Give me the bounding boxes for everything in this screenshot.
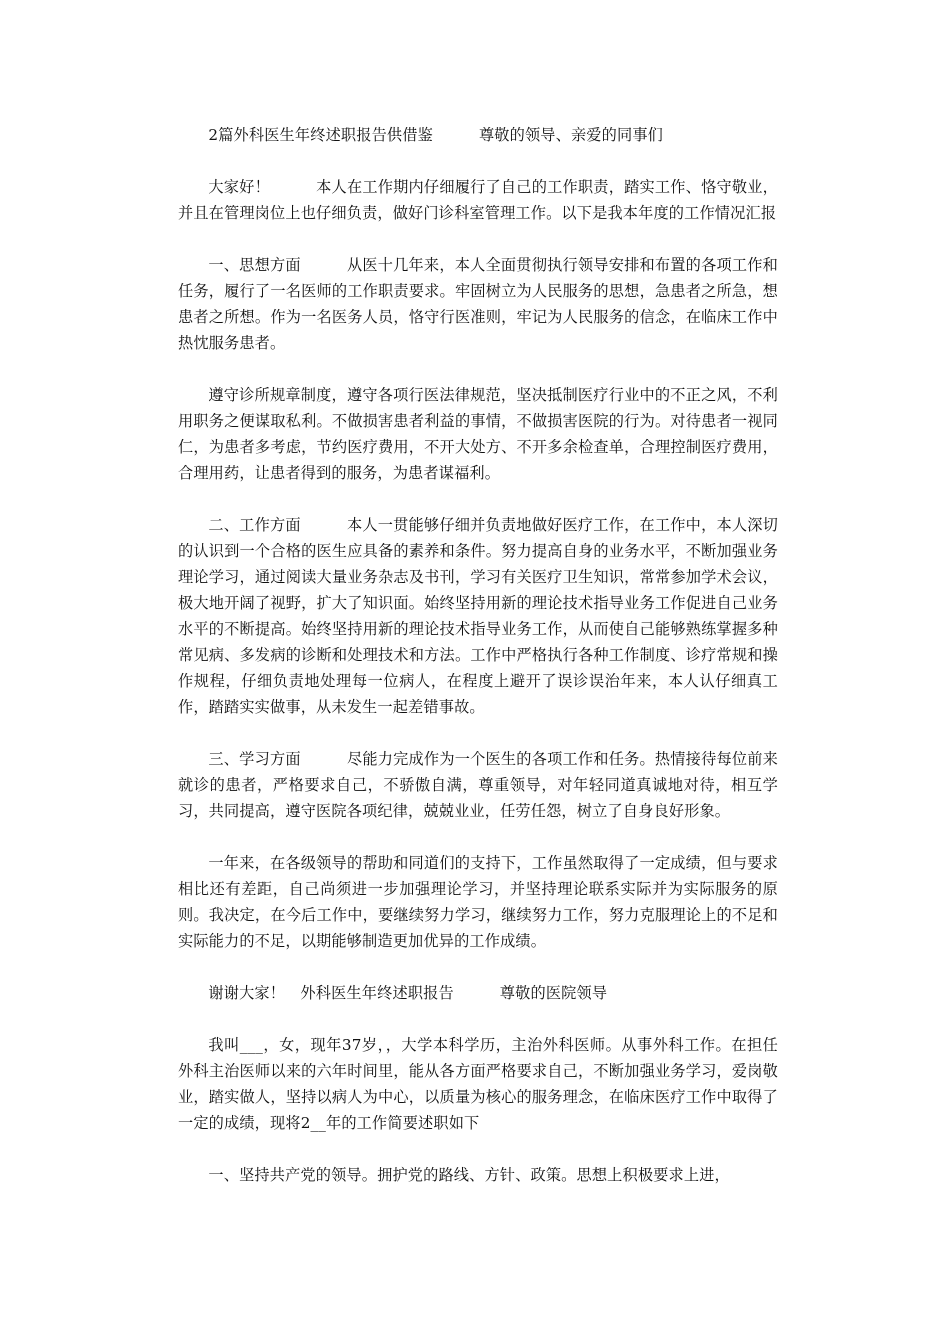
party-leadership-paragraph: 一、坚持共产党的领导。拥护党的路线、方针、政策。思想上积极要求上进， — [208, 1166, 730, 1184]
section-ideology-paragraph: 一、思想方面 从医十几年来，本人全面贯彻执行领导安排和布置的各项工作和任务，履行了一名医师的工作职责要求。牢固树立为人民服务的思想，急患者之所急，想患者之所想。作为一名医务人员，恪守行医准则，牢记为人民服务的信念，在临床工作中热忱服务患者。 — [178, 256, 778, 352]
rules-paragraph: 遵守诊所规章制度，遵守各项行医法律规范，坚决抵制医疗行业中的不正之风，不利用职务之便谋取私利。不做损害患者利益的事情，不做损害医院的行为。对待患者一视同仁，为患者多考虑，节约医疗费用，不开大处方、不开多余检查单，合理控制医疗费用，合理用药，让患者得到的服务，为患者谋福利。 — [178, 386, 778, 482]
self-introduction-paragraph: 我叫___，女，现年37岁，，大学本科学历，主治外科医师。从事外科工作。在担任外科主治医师以来的六年时间里，能从各方面严格要求自己，不断加强业务学习，爱岗敬业，踏实做人，坚持以病人为中心，以质量为核心的服务理念，在临床医疗工作中取得了一定的成绩，现将2__年的工作简要述职如下 — [178, 1036, 778, 1132]
second-report-heading-paragraph: 谢谢大家！ 外科医生年终述职报告 尊敬的医院领导 — [208, 984, 608, 1002]
section-work-paragraph: 二、工作方面 本人一贯能够仔细并负责地做好医疗工作，在工作中，本人深切的认识到一个合格的医生应具备的素养和条件。努力提高自身的业务水平，不断加强业务理论学习，通过阅读大量业务杂志及书刊，学习有关医疗卫生知识，常常参加学术会议，极大地开阔了视野，扩大了知识面。始终坚持用新的理论技术指导业务工作促进自己业务水平的不断提高。始终坚持用新的理论技术指导业务工作，从而使自己能够熟练掌握多种常见病、多发病的诊断和处理技术和方法。工作中严格执行各种工作制度、诊疗常规和操作规程，仔细负责地处理每一位病人，在程度上避开了误诊误治年来，本人认仔细真工作，踏踏实实做事，从未发生一起差错事故。 — [178, 516, 778, 716]
section-study-paragraph: 三、学习方面 尽能力完成作为一个医生的各项工作和任务。热情接待每位前来就诊的患者，严格要求自己，不骄傲自满，尊重领导，对年轻同道真诚地对待，相互学习，共同提高，遵守医院各项纪律，兢兢业业，任劳任怨，树立了自身良好形象。 — [178, 750, 778, 820]
document-title-paragraph: 2篇外科医生年终述职报告供借鉴 尊敬的领导、亲爱的同事们 — [208, 126, 663, 144]
summary-paragraph: 一年来，在各级领导的帮助和同道们的支持下，工作虽然取得了一定成绩，但与要求相比还有差距，自己尚须进一步加强理论学习，并坚持理论联系实际并为实际服务的原则。我决定，在今后工作中，要继续努力学习，继续努力工作，努力克服理论上的不足和实际能力的不足，以期能够制造更加优异的工作成绩。 — [178, 854, 778, 950]
document-page — [178, 122, 778, 1188]
greeting-paragraph: 大家好！ 本人在工作期内仔细履行了自己的工作职责，踏实工作、恪守敬业，并且在管理岗位上也仔细负责，做好门诊科室管理工作。以下是我本年度的工作情况汇报 — [178, 178, 778, 222]
